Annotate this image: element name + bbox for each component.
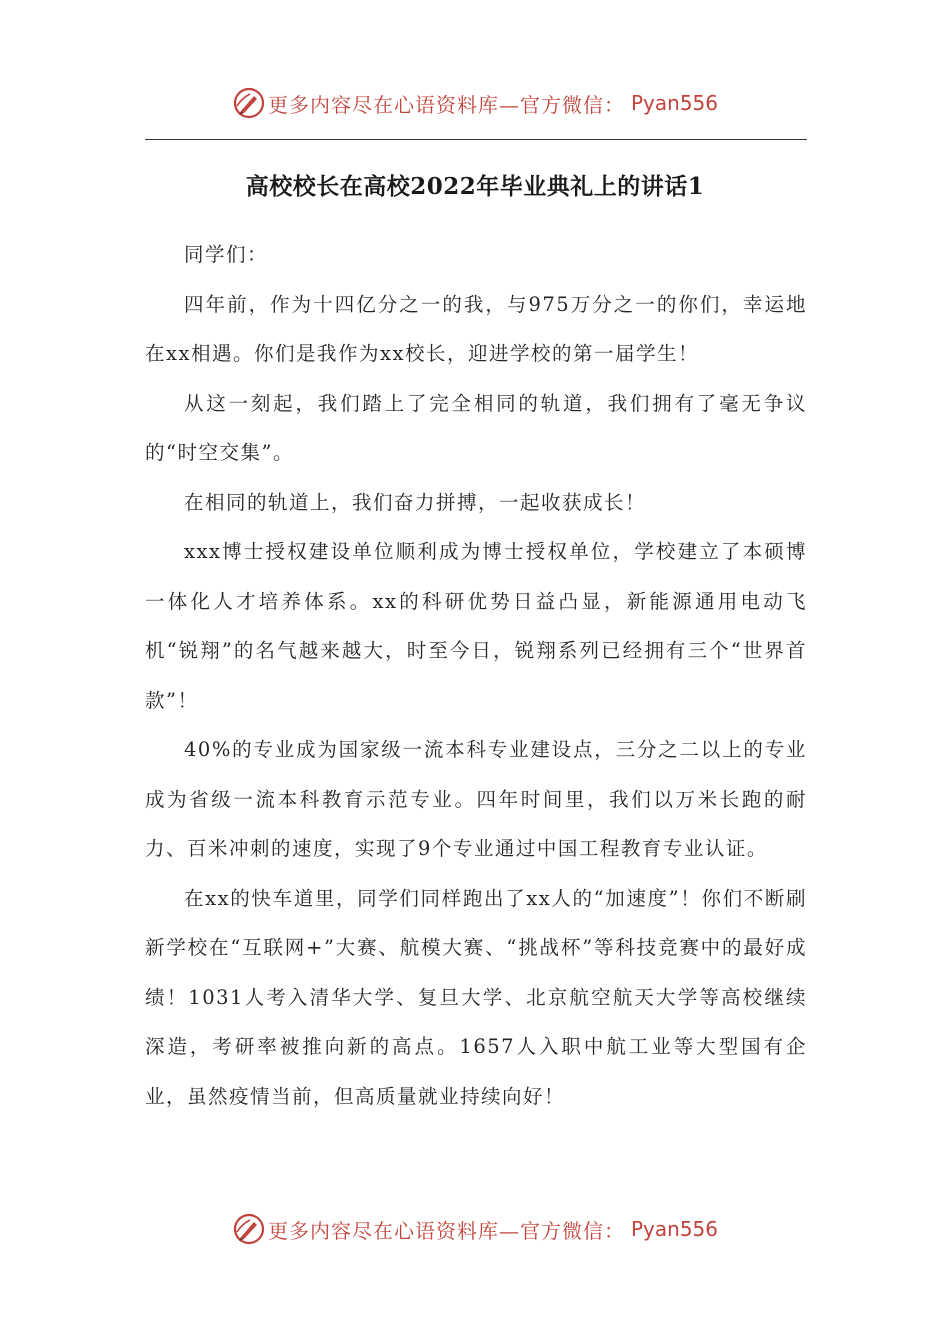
paragraph-greeting: 同学们： <box>184 243 269 266</box>
header-banner <box>0 80 950 126</box>
footer-banner <box>0 1206 950 1252</box>
document-body <box>145 230 807 1121</box>
paragraph: 40%的专业成为国家级一流本科专业建设点，三分之二以上的专业成为省级一流本科教育示范专业。四年时间里，我们以万米长跑的耐力、百米冲刺的速度，实现了9个专业通过中国工程教育专业认证。 <box>145 738 807 860</box>
paragraph: 在相同的轨道上，我们奋力拼搏，一起收获成长！ <box>184 490 647 514</box>
paragraph: 从这一刻起，我们踏上了完全相同的轨道，我们拥有了毫无争议的“时空交集”。 <box>145 391 807 464</box>
footer-banner-text: 更多内容尽在心语资料库—官方微信： <box>267 1218 625 1243</box>
paragraph: xxx博士授权建设单位顺利成为博士授权单位，学校建立了本硕博一体化人才培养体系。xx的科研优势日益凸显，新能源通用电动飞机“锐翔”的名气越来越大，时至今日，锐翔系列已经拥有三个“世界首款”！ <box>145 540 807 712</box>
pen-logo-icon <box>232 86 266 120</box>
document-title: 高校校长在高校2022年毕业典礼上的讲话1 <box>245 173 705 200</box>
footer-banner-wechat-id: Pyan556 <box>630 1217 718 1241</box>
pen-logo-icon <box>232 1212 266 1246</box>
header-divider <box>145 139 807 140</box>
header-banner-wechat-id: Pyan556 <box>630 91 718 115</box>
header-banner-text: 更多内容尽在心语资料库—官方微信： <box>267 92 625 117</box>
paragraph: 在xx的快车道里，同学们同样跑出了xx人的“加速度”！你们不断刷新学校在“互联网+”大赛、航模大赛、“挑战杯”等科技竞赛中的最好成绩！1031人考入清华大学、复旦大学、北京航空航天大学等高校继续深造，考研率被推向新的高点。1657人入职中航工业等大型国有企业，虽然疫情当前，但高质量就业持续向好！ <box>145 886 807 1108</box>
paragraph: 四年前，作为十四亿分之一的我，与975万分之一的你们，幸运地在xx相遇。你们是我作为xx校长，迎进学校的第一届学生！ <box>145 292 807 365</box>
